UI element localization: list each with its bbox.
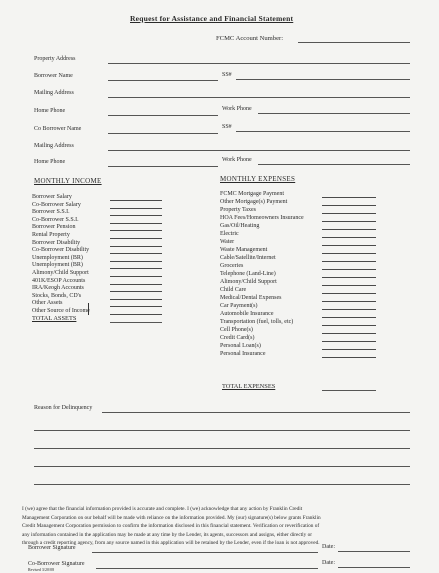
co-borrower-name-field[interactable] <box>108 133 218 134</box>
expense-item-label: Property Taxes <box>220 207 256 213</box>
borrower-name-label: Borrower Name <box>34 73 73 79</box>
income-item-label: Borrower S.S.I. <box>32 209 70 216</box>
delinquency-field-3[interactable] <box>34 448 410 449</box>
income-item-field[interactable] <box>110 200 162 201</box>
expense-item-label: Child Care <box>220 287 247 293</box>
monthly-expenses-heading: MONTHLY EXPENSES <box>220 175 296 183</box>
income-item-field[interactable] <box>110 246 162 247</box>
borrower-signature-label: Borrower Signature <box>28 545 76 551</box>
total-assets-field[interactable] <box>110 322 162 323</box>
expense-item-label: Water <box>220 239 235 245</box>
expense-item-label: Medical/Dental Expenses <box>220 295 282 301</box>
account-number-line[interactable] <box>298 42 410 43</box>
expense-item-field[interactable] <box>322 341 376 342</box>
expense-item-label: Personal Loan(s) <box>220 343 261 349</box>
expense-item-label: Groceries <box>220 263 244 269</box>
expense-item-field[interactable] <box>322 269 376 270</box>
income-item-label: Borrower Pension <box>32 224 76 231</box>
income-item-field[interactable] <box>110 238 162 239</box>
home-phone-field[interactable] <box>108 115 218 116</box>
expense-item-label: Gas/Oil/Heating <box>220 223 260 229</box>
expense-item-label: Cell Phone(s) <box>220 327 253 333</box>
expense-item-label: FCMC Mortgage Payment <box>220 191 284 197</box>
borrower-ssn-field[interactable] <box>236 79 410 80</box>
expense-item-field[interactable] <box>322 325 376 326</box>
delinquency-field-1[interactable] <box>102 412 410 413</box>
agreement-line: any information contained in the application may be made at any time by the Lender, its agents, successors and assigns, either directly or <box>22 531 312 538</box>
account-number-label: FCMC Account Number: <box>216 35 284 42</box>
agreement-line: Credit Management Corporation permission to confirm the information disclosed in this financial statement. Verification or reverification of <box>22 523 320 530</box>
mailing-address-label: Mailing Address <box>34 90 74 96</box>
mailing-address-field[interactable] <box>108 97 410 98</box>
co-home-phone-label: Home Phone <box>34 159 66 165</box>
expense-item-label: Transportation (fuel, tolls, etc) <box>220 319 294 325</box>
total-expenses-label: TOTAL EXPENSES <box>222 383 276 390</box>
monthly-income-heading: MONTHLY INCOME <box>34 177 102 185</box>
work-phone-label: Work Phone <box>222 106 252 112</box>
expense-item-field[interactable] <box>322 221 376 222</box>
income-item-field[interactable] <box>110 261 162 262</box>
borrower-date-field[interactable] <box>338 551 410 552</box>
expense-item-label: Automobile Insurance <box>220 311 274 317</box>
income-item-label: Unemployment (BR) <box>32 262 83 269</box>
co-home-phone-field[interactable] <box>108 166 218 167</box>
home-phone-label: Home Phone <box>34 108 66 114</box>
co-borrower-ssn-field[interactable] <box>236 131 410 132</box>
expense-item-label: Telephone (Land-Line) <box>220 271 276 277</box>
income-item-field[interactable] <box>110 268 162 269</box>
income-item-field[interactable] <box>110 314 162 315</box>
income-item-label: Unemployment (BR) <box>32 254 83 261</box>
income-item-label: Co-Borrower Disability <box>32 247 90 254</box>
expense-item-field[interactable] <box>322 197 376 198</box>
income-item-label: Other Assets <box>32 300 63 307</box>
borrower-ssn-label: SS# <box>222 72 232 78</box>
income-item-field[interactable] <box>110 284 162 285</box>
co-borrower-signature-label: Co-Borrower Signature <box>28 561 85 567</box>
delinquency-field-2[interactable] <box>34 430 410 431</box>
income-item-field[interactable] <box>110 291 162 292</box>
agreement-paragraph <box>22 505 422 548</box>
income-item-label: Other Source of Income <box>32 308 90 314</box>
co-borrower-name-label: Co Borrower Name <box>34 126 82 132</box>
expense-item-field[interactable] <box>322 237 376 238</box>
income-item-label: 401K/ESOP Accounts <box>32 277 86 284</box>
agreement-line: through a credit reporting agency, from any source named in this application will be retained by the Lender, even if the loan is not approved. <box>22 540 320 547</box>
revision-note: Revised 3/20/08 <box>28 567 55 572</box>
pen-mark <box>88 303 89 315</box>
income-item-label: Rental Property <box>32 232 70 238</box>
expense-item-label: Electric <box>220 231 239 237</box>
income-item-label: Co-Borrower Salary <box>32 201 81 208</box>
expense-item-field[interactable] <box>322 285 376 286</box>
income-item-label: Alimony/Child Support <box>32 270 89 276</box>
expense-item-field[interactable] <box>322 213 376 214</box>
expense-item-field[interactable] <box>322 317 376 318</box>
expense-item-field[interactable] <box>322 261 376 262</box>
income-item-field[interactable] <box>110 208 162 209</box>
work-phone-field[interactable] <box>258 113 410 114</box>
property-address-label: Property Address <box>34 56 76 62</box>
co-mailing-address-field[interactable] <box>108 150 410 151</box>
co-borrower-date-field[interactable] <box>338 567 410 568</box>
agreement-line: I (we) agree that the financial information provided is accurate and complete. I (we) acknowledge that any action by Franklin Credit <box>22 506 303 512</box>
expense-item-label: Alimony/Child Support <box>220 279 277 285</box>
expense-item-field[interactable] <box>322 205 376 206</box>
co-borrower-ssn-label: SS# <box>222 124 232 130</box>
expense-item-label: Car Payment(s) <box>220 303 258 309</box>
borrower-name-field[interactable] <box>108 80 218 81</box>
expense-item-label: Waste Management <box>220 247 268 253</box>
income-item-field[interactable] <box>110 215 162 216</box>
expense-item-field[interactable] <box>322 253 376 254</box>
income-item-label: Co-Borrower S.S.I. <box>32 216 79 223</box>
co-borrower-date-label: Date: <box>322 560 335 566</box>
form-title: Request for Assistance and Financial Statement <box>130 14 294 23</box>
co-borrower-signature-field[interactable] <box>96 568 318 569</box>
expense-item-label: Personal Insurance <box>220 351 266 357</box>
expense-item-label: HOA Fees/Homeowners Insurance <box>220 215 304 221</box>
income-item-label: IRA/Keogh Accounts <box>32 285 84 292</box>
total-assets-label: TOTAL ASSETS <box>32 315 77 322</box>
income-item-field[interactable] <box>110 253 162 254</box>
income-item-field[interactable] <box>110 276 162 277</box>
delinquency-field-4[interactable] <box>34 466 410 467</box>
income-item-label: Stocks, Bonds, CD's <box>32 292 82 299</box>
co-work-phone-label: Work Phone <box>222 157 252 163</box>
income-item-field[interactable] <box>110 299 162 300</box>
total-expenses-field[interactable] <box>322 390 376 391</box>
expense-item-field[interactable] <box>322 357 376 358</box>
income-item-field[interactable] <box>110 306 162 307</box>
income-item-label: Borrower Disability <box>32 239 81 246</box>
borrower-date-label: Date: <box>322 544 335 550</box>
expense-item-field[interactable] <box>322 245 376 246</box>
expense-item-field[interactable] <box>322 309 376 310</box>
delinquency-label: Reason for Delinquency <box>34 405 93 411</box>
income-item-field[interactable] <box>110 230 162 231</box>
expense-item-field[interactable] <box>322 229 376 230</box>
agreement-line: Management Corporation on our behalf will be made with reliance on the information provided. My (our) signature(s) below grants Franklin <box>22 514 321 521</box>
income-item-label: Borrower Salary <box>32 194 72 200</box>
delinquency-field-5[interactable] <box>34 484 410 485</box>
expense-item-field[interactable] <box>322 277 376 278</box>
expense-item-label: Credit Card(s) <box>220 335 255 341</box>
co-work-phone-field[interactable] <box>258 164 410 165</box>
expense-item-field[interactable] <box>322 293 376 294</box>
property-address-field[interactable] <box>108 63 410 64</box>
expense-item-label: Other Mortgage(s) Payment <box>220 199 288 205</box>
expense-item-field[interactable] <box>322 349 376 350</box>
co-mailing-address-label: Mailing Address <box>34 143 74 149</box>
borrower-signature-field[interactable] <box>92 552 318 553</box>
expense-item-field[interactable] <box>322 301 376 302</box>
expense-item-label: Cable/Satellite/Internet <box>220 255 276 261</box>
income-item-field[interactable] <box>110 223 162 224</box>
expense-item-field[interactable] <box>322 333 376 334</box>
